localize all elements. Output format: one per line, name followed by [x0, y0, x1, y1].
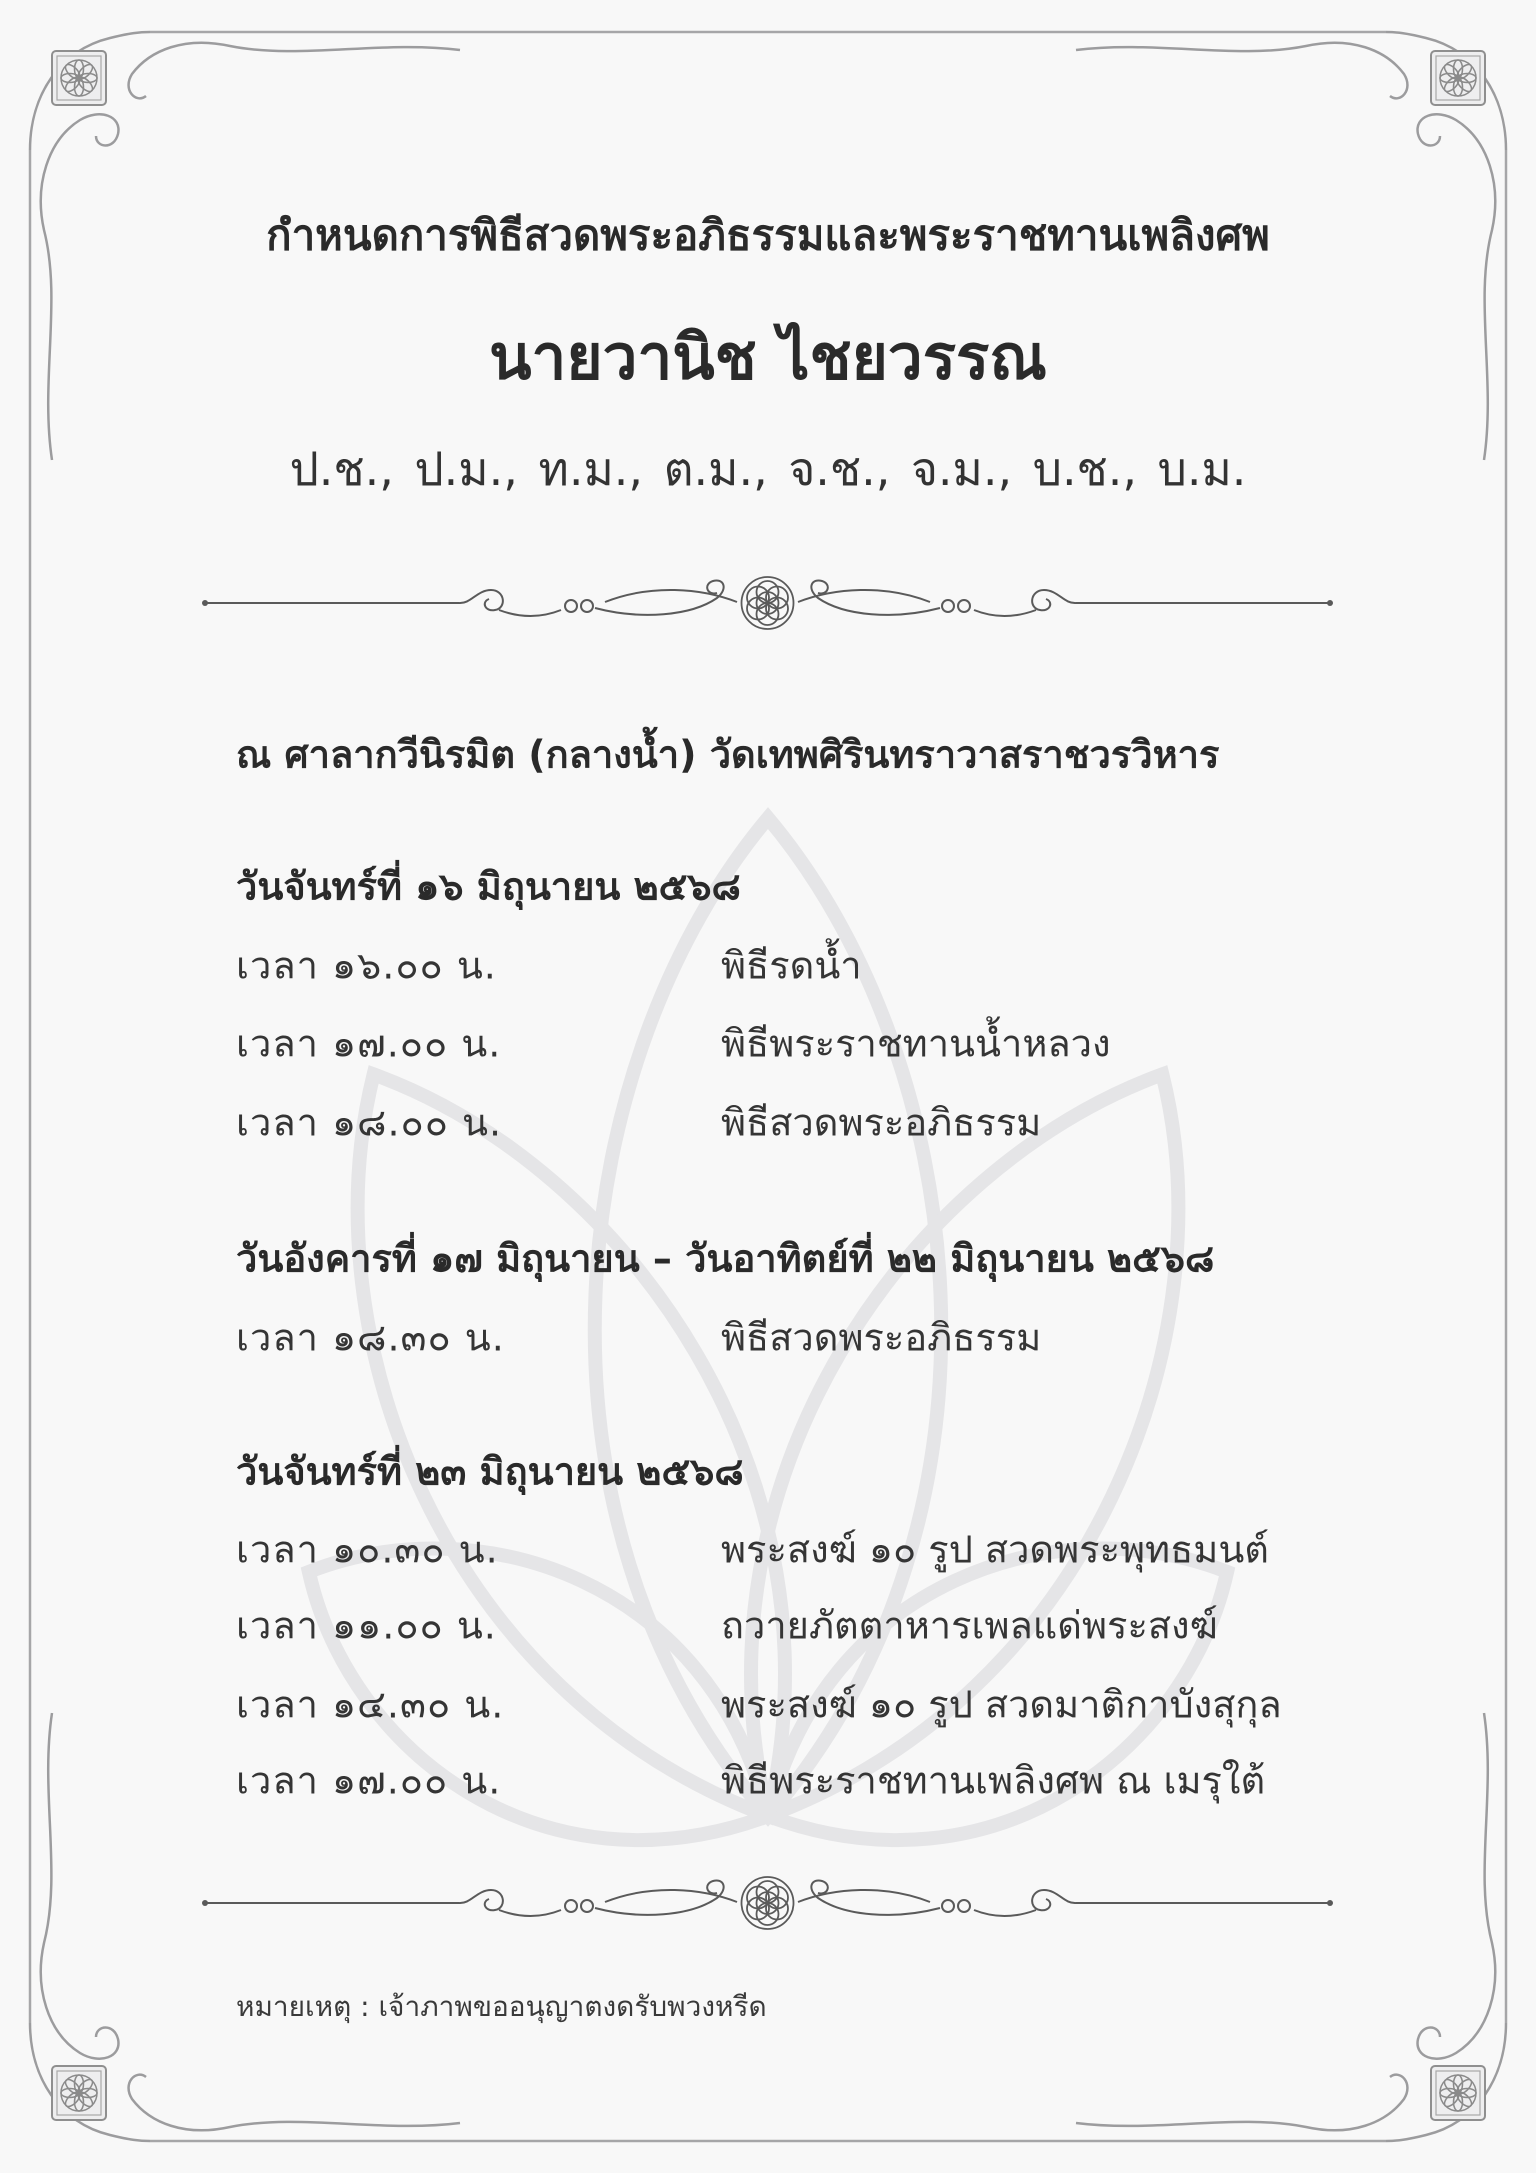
venue-line: ณ ศาลากวีนิรมิต (กลางน้ำ) วัดเทพศิรินทราวาสราชวรวิหาร — [236, 732, 1220, 777]
row-time: เวลา ๑๖.๐๐ น. — [236, 943, 497, 988]
row-activity: พระสงฆ์ ๑๐ รูป สวดมาติกาบังสุกุล — [721, 1682, 1282, 1727]
flourish-divider-top — [201, 568, 1334, 638]
corner-flower-tile-icon — [50, 2064, 108, 2122]
schedule-row — [236, 939, 1476, 992]
royal-decorations: ป.ช., ป.ม., ท.ม., ต.ม., จ.ช., จ.ม., บ.ช., บ.ม. — [289, 441, 1247, 496]
row-time: เวลา ๑๗.๐๐ น. — [236, 1758, 502, 1803]
schedule-row — [236, 1523, 1476, 1576]
row-time: เวลา ๑๐.๓๐ น. — [236, 1527, 499, 1572]
day-range-heading: วันอังคารที่ ๑๗ มิถุนายน – วันอาทิตย์ที่ ๒๒ มิถุนายน ๒๕๖๘ — [236, 1236, 1215, 1281]
corner-flower-tile-icon — [1429, 49, 1487, 107]
schedule-row — [236, 1096, 1476, 1149]
row-activity: พิธีสวดพระอภิธรรม — [721, 1315, 1042, 1360]
row-time: เวลา ๑๘.๓๐ น. — [236, 1315, 505, 1360]
day-heading: วันจันทร์ที่ ๑๖ มิถุนายน ๒๕๖๘ — [236, 864, 741, 909]
schedule-row — [236, 1678, 1476, 1731]
row-activity: พิธีพระราชทานน้ำหลวง — [721, 1021, 1111, 1066]
row-time: เวลา ๑๔.๓๐ น. — [236, 1682, 505, 1727]
row-activity: พระสงฆ์ ๑๐ รูป สวดพระพุทธมนต์ — [721, 1527, 1269, 1572]
day-heading: วันจันทร์ที่ ๒๓ มิถุนายน ๒๕๖๘ — [236, 1449, 744, 1494]
row-time: เวลา ๑๗.๐๐ น. — [236, 1021, 502, 1066]
row-activity: พิธีรดน้ำ — [721, 943, 862, 988]
schedule-row — [236, 1754, 1476, 1807]
corner-flower-tile-icon — [50, 49, 108, 107]
row-activity: ถวายภัตตาหารเพลแด่พระสงฆ์ — [721, 1603, 1218, 1648]
row-time: เวลา ๑๑.๐๐ น. — [236, 1603, 497, 1648]
row-time: เวลา ๑๘.๐๐ น. — [236, 1100, 503, 1145]
footnote: หมายเหตุ : เจ้าภาพขออนุญาตงดรับพวงหรีด — [236, 1990, 767, 2023]
corner-flower-tile-icon — [1429, 2064, 1487, 2122]
schedule-row — [236, 1311, 1476, 1364]
schedule-row — [236, 1599, 1476, 1652]
page-title: กำหนดการพิธีสวดพระอภิธรรมและพระราชทานเพลิงศพ — [266, 210, 1270, 260]
flower-medallion-icon — [742, 577, 794, 629]
row-activity: พิธีสวดพระอภิธรรม — [721, 1100, 1042, 1145]
flourish-divider-bottom — [201, 1868, 1334, 1938]
schedule-row — [236, 1017, 1476, 1070]
deceased-name: นายวานิช ไชยวรรณ — [489, 320, 1047, 394]
flower-medallion-icon — [742, 1877, 794, 1929]
row-activity: พิธีพระราชทานเพลิงศพ ณ เมรุใต้ — [721, 1758, 1266, 1803]
